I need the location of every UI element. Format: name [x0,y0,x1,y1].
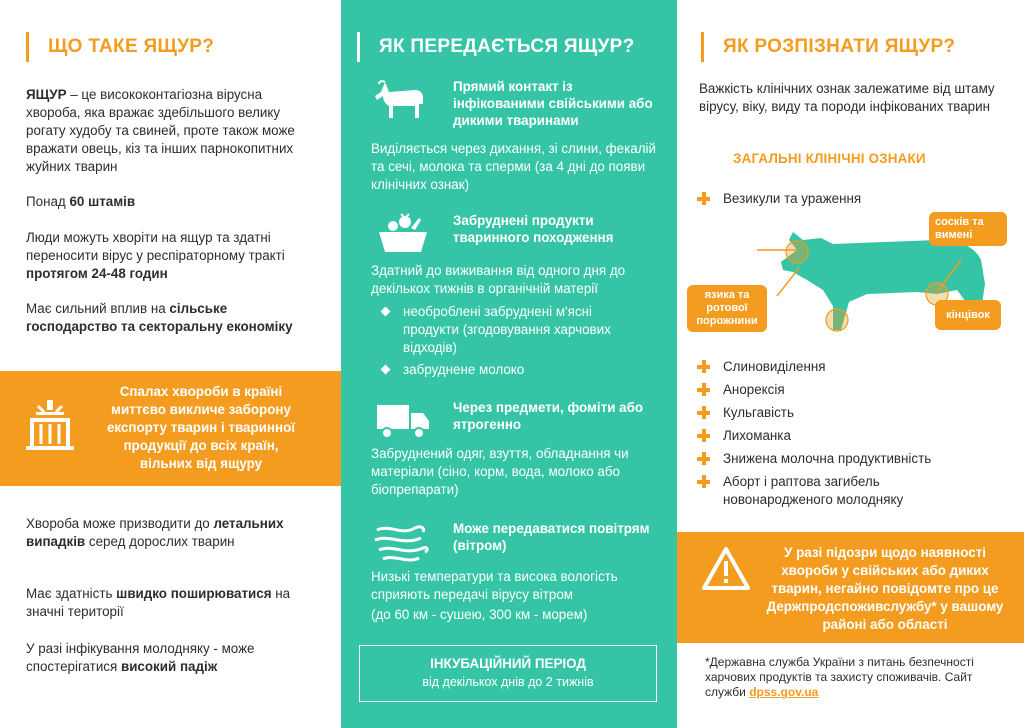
list-item-text: необроблені забруднені м'ясні продукти (згодовування харчових відходів) [403,304,611,355]
list-item [379,361,649,379]
intro-paragraph: Важкість клінічних ознак залежатиме від штаму вірусу, віку, виду та породи інфікованих тварин [699,81,995,114]
definition-term: ЯЩУР [26,87,67,102]
list-item [697,381,1007,399]
front-hoof-highlight [826,309,848,331]
heading-recognition [723,36,955,58]
young-paragraph [26,640,316,676]
food-basket-icon [371,212,435,256]
list-item [697,427,1007,445]
spread-text-end: на значні території [26,586,291,619]
list-item [697,358,1007,376]
product-bullet-list [379,303,649,383]
fatal-bold: летальних випадків [26,516,284,549]
list-item [697,190,1007,208]
people-paragraph [26,229,316,283]
column-what-is [0,0,341,728]
impact-paragraph [26,300,316,336]
plus-icon [697,406,710,419]
heading-text: ЯК ПЕРЕДАЄТЬСЯ ЯЩУР? [379,36,635,57]
plus-icon [697,475,710,488]
alert-text: У разі підозри щодо наявності хвороби у свійських або диких тварин, негайно повідомте про це Держпродспоживслужбу* у вашому районі або області [766,545,1004,632]
truck-icon [371,399,435,443]
column-transmission [341,0,677,728]
heading-text: ЯК РОЗПІЗНАТИ ЯЩУР? [723,36,956,57]
list-item-text: Слиновиділення [723,359,826,374]
mode-title: Забруднені продукти тваринного походження [453,213,614,245]
impact-bold: сільське господарство та секторальну економіку [26,301,293,334]
border-closed-icon [22,398,78,454]
first-sign [697,190,1007,208]
young-text: У разі інфікування молодняку - може спостерігатися [26,641,255,674]
mode-title: Прямий контакт із інфікованими свійськими або дикими тваринами [453,79,653,128]
diamond-bullet-icon [381,365,391,375]
heading-accent-bar [357,32,360,62]
clinical-signs-heading: ЗАГАЛЬНІ КЛІНІЧНІ ОЗНАКИ [733,151,926,166]
column-recognition [677,0,1024,728]
definition-paragraph [26,86,316,176]
heading-accent-bar [701,32,704,62]
impact-text: Має сильний вплив на [26,301,170,316]
mode-description: Забруднений одяг, взуття, обладнання чи матеріали (сіно, корм, вода, молоко або біопрепарати) [371,446,629,497]
spread-bold: швидко поширюватися [116,586,272,601]
wind-icon [371,520,435,564]
plus-icon [697,429,710,442]
incubation-period-box [359,645,657,702]
mode-description: Здатний до виживання від одного дня до декількох тижнів в органічній матерії [371,263,626,296]
plus-icon [697,192,710,205]
list-item-text: Аборт і раптова загибель новонародженого молодняку [723,474,904,507]
young-bold: високий падіж [120,659,218,674]
heading-transmission [379,36,635,58]
callout-teats: сосків та вимені [929,212,1007,246]
list-item-text: Лихоманка [723,428,791,443]
fatal-text-end: серед дорослих тварин [85,534,235,549]
strains-text: Понад [26,194,70,209]
list-item-text: Везикули та ураження [723,191,862,206]
alert-box [677,532,1024,643]
incubation-title: ІНКУБАЦІЙНИЙ ПЕРІОД [430,656,586,671]
mode-title: Через предмети, фоміти або ятрогенно [453,400,644,432]
plus-icon [697,452,710,465]
list-item [697,473,937,509]
diamond-bullet-icon [381,307,391,317]
clinical-signs-list [697,358,1007,509]
heading-accent-bar [26,32,29,62]
strains-paragraph [26,193,316,211]
export-ban-text: Спалах хвороби в країні миттєво викличе заборону експорту тварин і тваринної продукції до всіх країн, вільних від ящуру [106,384,296,471]
goat-icon [371,78,435,122]
spread-text: Має здатність [26,586,117,601]
plus-icon [697,383,710,396]
list-item [697,404,1007,422]
strains-count: 60 штамів [69,194,136,209]
mode-description: Низькі температури та висока вологість сприяють передачі вірусу вітром [371,569,618,602]
list-item-text: Кульгавість [723,405,794,420]
plus-icon [697,360,710,373]
footnote [705,655,1015,700]
heading-what-is [48,36,214,58]
mode-title: Може передаватися повітрям (вітром) [453,521,650,553]
callout-mouth: язика та ротової порожнини [687,285,767,332]
fatal-paragraph [26,515,316,551]
people-text: Люди можуть хворіти на ящур та здатні переносити вірус у респіраторному тракті [26,230,285,263]
callout-hooves: кінцівок [935,300,1001,330]
list-item [379,303,649,357]
mouth-highlight [786,241,808,263]
list-item-text: Анорексія [723,382,785,397]
spread-paragraph [26,585,316,621]
incubation-text: від декількох днів до 2 тижнів [422,675,594,689]
people-duration: протягом 24-48 годин [26,266,168,281]
fatal-text: Хвороба може призводити до [26,516,214,531]
dpss-website-link[interactable]: dpss.gov.ua [749,685,819,699]
mode-description: Виділяється через дихання, зі слини, фекалій та сечі, молока та сперми (за 4 дні до появи клінічних ознак) [371,141,656,192]
heading-text: ЩО ТАКЕ ЯЩУР? [48,36,215,57]
list-item-text: забруднене молоко [403,362,525,377]
mode-description-extra: (до 60 км - сушею, 300 км - морем) [371,607,588,622]
definition-text: – це висококонтагіозна вірусна хвороба, яка вражає здебільшого велику рогату худобу та свиней, проте також може вражати овець, кіз та інших парнокопитних жуйних тварин [26,87,295,174]
list-item [697,450,1007,468]
list-item-text: Знижена молочна продуктивність [723,451,932,466]
footnote-text: *Державна служба України з питань безпечності харчових продуктів та захисту споживачів. Сайт служби [705,655,974,699]
export-ban-box [0,371,341,486]
